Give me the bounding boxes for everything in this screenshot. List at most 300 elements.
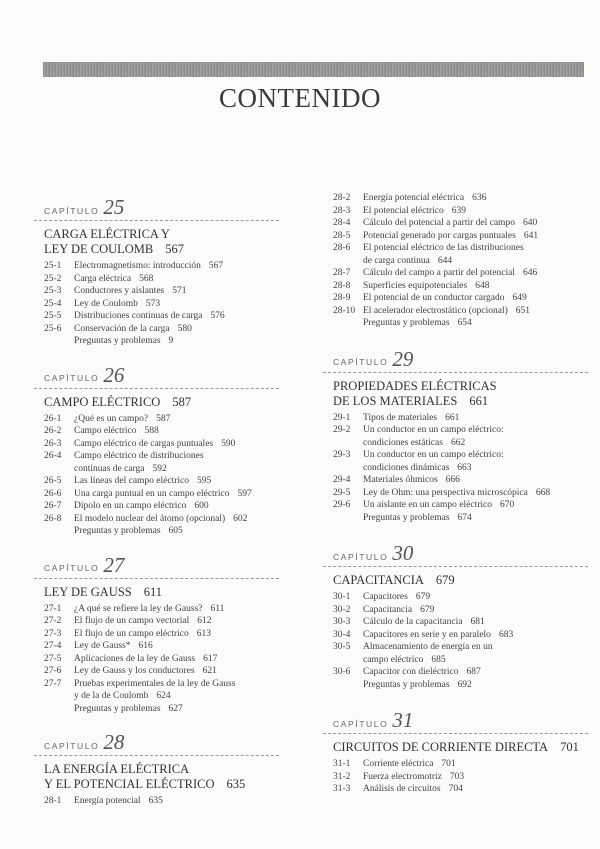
section-title (363, 758, 588, 771)
section-title-line: Ley de Gauss* 616 (74, 641, 153, 651)
section-title-line: Conductores y aislantes 571 (74, 286, 187, 296)
chapter-title (44, 585, 279, 600)
chapter-page: 635 (226, 777, 246, 791)
section-page: 679 (420, 604, 435, 615)
section-title (363, 305, 588, 318)
section-title-line: El potencial de un conductor cargado 649 (363, 293, 527, 303)
chapter-word: CAPÍTULO (333, 718, 389, 729)
section-page: 646 (522, 268, 538, 278)
chapter-heading (323, 705, 588, 731)
section-title (363, 424, 588, 449)
section-entry (34, 450, 279, 475)
chapter-section (34, 192, 279, 348)
section-title (74, 260, 279, 273)
section-page: 611 (210, 603, 225, 614)
section-title (74, 628, 279, 641)
section-title-line: Tipos de materiales 661 (363, 412, 460, 423)
section-page: 588 (144, 426, 159, 436)
chapter-number: 31 (392, 708, 414, 732)
section-title-line: Capacitor con dieléctrico 687 (363, 667, 481, 677)
chapter-title-line: Y EL POTENCIAL ELÉCTRICO 635 (44, 777, 246, 791)
section-title-line: ¿Qué es un campo? 587 (74, 413, 171, 424)
section-page: 662 (450, 437, 466, 448)
section-page: 567 (208, 261, 224, 271)
section-title-line: Preguntas y problemas 627 (74, 703, 183, 714)
section-number: 31-1 (333, 759, 351, 769)
section-title-line: El potencial eléctrico de las distribuciones (363, 243, 524, 253)
section-number: 27-5 (44, 653, 62, 664)
section-number: 28-2 (333, 193, 351, 203)
chapter-title (44, 762, 279, 792)
section-page: 703 (449, 771, 465, 782)
section-page: 641 (523, 230, 539, 241)
section-title (363, 217, 588, 230)
section-title-line: Ley de Ohm: una perspectiva microscópica 668 (363, 487, 551, 498)
chapter-title-line: LEY DE COULOMB 567 (44, 242, 185, 256)
section-page: 674 (457, 512, 472, 523)
section-page: 576 (210, 311, 225, 321)
section-number: 28-7 (333, 268, 351, 278)
section-entry (323, 205, 588, 218)
section-number: 28-1 (44, 796, 62, 806)
section-page: 636 (472, 193, 487, 203)
section-list (34, 260, 279, 348)
section-title (363, 771, 588, 784)
section-page: 648 (475, 280, 490, 291)
section-entry (323, 616, 588, 629)
section-entry (323, 604, 588, 617)
section-list (323, 591, 588, 691)
section-title-line: El acelerador electrostático (opcional) 651 (363, 305, 531, 316)
section-page: 573 (145, 298, 161, 309)
section-entry (34, 285, 279, 298)
section-entry (34, 335, 279, 348)
chapter-word: CAPÍTULO (44, 740, 100, 751)
section-page: 580 (177, 323, 192, 334)
section-entry (34, 298, 279, 311)
section-title (363, 192, 588, 205)
section-page: 617 (203, 653, 218, 664)
section-title (363, 629, 588, 642)
section-number (44, 525, 74, 538)
section-title (74, 425, 279, 438)
section-title-line: condiciones estáticas 662 (363, 437, 466, 448)
chapter-divider (34, 755, 279, 756)
section-title-line: condiciones dinámicas 663 (363, 462, 472, 473)
chapter-section (323, 192, 588, 330)
chapter-page: 567 (165, 242, 185, 256)
section-page: 661 (445, 412, 460, 423)
section-page: 597 (237, 488, 252, 499)
section-page: 621 (202, 666, 217, 676)
chapter-heading (34, 192, 279, 218)
section-title (74, 665, 279, 678)
section-number: 30-4 (333, 629, 351, 640)
section-number: 25-2 (44, 273, 62, 284)
chapter-divider (323, 566, 588, 567)
chapter-title (333, 379, 588, 409)
chapter-heading (34, 360, 279, 386)
section-title (74, 413, 279, 426)
section-number: 29-2 (333, 425, 351, 435)
section-title-line: Energía potencial 635 (74, 796, 163, 806)
section-page: 612 (197, 616, 212, 626)
chapter-word: CAPÍTULO (44, 373, 100, 383)
section-title-line: Preguntas y problemas 674 (363, 512, 472, 523)
page-title: CONTENIDO (219, 83, 381, 113)
section-number (44, 703, 74, 716)
section-title-line: continuas de carga 592 (74, 463, 167, 474)
section-page: 587 (156, 413, 171, 424)
section-title-line: Energía potencial eléctrica 636 (363, 193, 487, 203)
section-number (333, 317, 363, 330)
section-title (363, 412, 588, 425)
section-title (363, 230, 588, 243)
chapter-title-line: LEY DE GAUSS 611 (44, 584, 163, 599)
section-title (363, 591, 588, 604)
section-number: 30-3 (333, 617, 351, 627)
section-title (363, 205, 588, 218)
section-number (333, 512, 363, 525)
section-entry (323, 499, 588, 512)
chapter-section (34, 360, 279, 538)
section-number: 30-1 (333, 592, 351, 602)
section-title-line: El modelo nuclear del átomo (opcional) 602 (74, 513, 248, 524)
section-page: 654 (457, 318, 472, 328)
section-number: 26-6 (44, 488, 62, 499)
section-title-line: Capacitancia 679 (363, 604, 435, 615)
section-number: 30-2 (333, 604, 351, 615)
section-title-line: Un aislante en un campo eléctrico 670 (363, 500, 515, 510)
section-title (363, 616, 588, 629)
section-title (74, 438, 279, 451)
section-number: 30-5 (333, 642, 351, 652)
chapter-page: 679 (435, 573, 455, 587)
section-title (74, 795, 279, 808)
chapter-number: 27 (103, 552, 125, 577)
section-title (363, 512, 588, 525)
section-title (74, 678, 279, 703)
section-entry (34, 653, 279, 666)
section-title (363, 666, 588, 679)
section-title-line: Cálculo del potencial a partir del campo 640 (363, 218, 538, 228)
section-entry (34, 603, 279, 616)
section-page: 639 (451, 205, 466, 216)
section-title (363, 641, 588, 666)
section-entry (323, 292, 588, 305)
section-page: 627 (168, 703, 183, 714)
section-page: 683 (498, 629, 514, 640)
section-title (363, 474, 588, 487)
section-number: 25-5 (44, 311, 62, 321)
chapter-number: 26 (103, 362, 125, 387)
section-entry (323, 424, 588, 449)
section-number: 28-10 (333, 305, 356, 316)
section-title-line: Materiales óhmicos 666 (363, 475, 460, 485)
section-page: 701 (441, 759, 456, 769)
section-entry (323, 412, 588, 425)
section-number: 29-6 (333, 500, 351, 510)
section-number: 29-3 (333, 450, 351, 460)
section-entry (34, 525, 279, 538)
section-title (363, 499, 588, 512)
section-entry (323, 679, 588, 692)
section-list (323, 192, 588, 330)
section-title (74, 475, 279, 488)
chapter-word: CAPÍTULO (333, 551, 389, 562)
section-entry (323, 242, 588, 267)
section-page: 616 (138, 641, 153, 651)
section-page: 592 (152, 463, 167, 474)
section-title-line: Ley de Gauss y los conductores 621 (74, 666, 217, 676)
section-entry (323, 230, 588, 243)
chapter-word: CAPÍTULO (44, 205, 100, 216)
section-page: 644 (437, 255, 453, 266)
section-title-line: Capacitores 679 (363, 592, 431, 602)
toc-right-column (323, 192, 588, 796)
section-entry (323, 317, 588, 330)
section-title (363, 783, 588, 796)
section-number: 31-2 (333, 771, 351, 782)
section-number: 29-4 (333, 475, 351, 485)
section-title (363, 267, 588, 280)
chapter-heading (323, 344, 588, 370)
section-title-line: Las líneas del campo eléctrico 595 (74, 476, 212, 486)
section-title-line: Campo eléctrico de distribuciones (74, 451, 204, 461)
section-title (74, 603, 279, 616)
section-entry (34, 323, 279, 336)
chapter-word: CAPÍTULO (333, 357, 389, 367)
section-page: 692 (457, 679, 472, 690)
section-number: 26-7 (44, 501, 62, 511)
section-page: 595 (197, 476, 212, 486)
section-title-line: Conservación de la carga 580 (74, 323, 192, 334)
section-list (34, 603, 279, 716)
section-entry (323, 666, 588, 679)
section-entry (323, 474, 588, 487)
section-entry (34, 310, 279, 323)
section-number: 26-5 (44, 476, 62, 486)
section-title-line: Campo eléctrico de cargas puntuales 590 (74, 438, 236, 449)
section-title (74, 615, 279, 628)
section-title (74, 298, 279, 311)
section-page: 605 (168, 526, 183, 536)
section-entry (34, 628, 279, 641)
section-entry (34, 795, 279, 808)
section-title (74, 450, 279, 475)
section-entry (34, 425, 279, 438)
section-page: 640 (522, 218, 538, 228)
section-entry (34, 665, 279, 678)
section-title (74, 703, 279, 716)
section-page: 670 (500, 500, 515, 510)
section-page: 600 (194, 501, 209, 511)
section-entry (323, 629, 588, 642)
chapter-page: 611 (143, 584, 163, 599)
section-number (333, 679, 363, 692)
section-title-line: Preguntas y problemas 605 (74, 526, 183, 536)
chapter-divider (323, 372, 588, 373)
section-title-line: El potencial eléctrico 639 (363, 205, 466, 216)
chapter-title-line: CARGA ELÉCTRICA Y (44, 227, 170, 241)
section-title (74, 488, 279, 501)
section-title-line: Carga eléctrica 568 (74, 273, 154, 284)
section-page: 666 (445, 475, 460, 485)
chapter-title-line: PROPIEDADES ELÉCTRICAS (333, 378, 497, 393)
chapter-heading (34, 550, 279, 576)
section-title-line: Almacenamiento de energía en un (363, 642, 493, 652)
section-number: 25-6 (44, 323, 62, 334)
chapter-divider (323, 733, 588, 734)
section-title-line: El flujo de un campo vectorial 612 (74, 616, 212, 626)
chapter-section (323, 705, 588, 796)
section-list (323, 412, 588, 525)
section-entry (323, 512, 588, 525)
section-title-line: Campo eléctrico 588 (74, 426, 159, 436)
section-page: 704 (448, 784, 463, 794)
section-number: 28-3 (333, 205, 351, 216)
section-title-line: Fuerza electromotriz 703 (363, 771, 465, 782)
section-title (363, 292, 588, 305)
section-title-line: Capacitores en serie y en paralelo 683 (363, 629, 514, 640)
section-title (74, 310, 279, 323)
section-title-line: Una carga puntual en un campo eléctrico 597 (74, 488, 252, 499)
section-entry (323, 192, 588, 205)
section-entry (323, 280, 588, 293)
section-page: 590 (221, 438, 236, 449)
section-number: 28-9 (333, 293, 351, 303)
chapter-word: CAPÍTULO (44, 563, 100, 573)
section-title (363, 604, 588, 617)
section-page: 568 (139, 273, 154, 284)
section-page: 687 (466, 667, 481, 677)
section-page: 681 (470, 617, 485, 627)
section-title-line: Cálculo de la capacitancia 681 (363, 617, 485, 627)
section-title-line: Corriente eléctrica 701 (363, 759, 456, 769)
section-entry (34, 513, 279, 526)
section-entry (323, 591, 588, 604)
section-title-line: de carga continua 644 (363, 255, 453, 266)
section-page: 651 (515, 305, 531, 316)
section-page: 668 (535, 487, 551, 498)
section-title-line: Pruebas experimentales de la ley de Gauss (74, 678, 236, 689)
section-title-line: Un conductor en un campo eléctrico: (363, 450, 504, 460)
section-entry (34, 488, 279, 501)
section-title (363, 242, 588, 267)
section-entry (323, 783, 588, 796)
section-number: 25-1 (44, 261, 62, 271)
section-title (363, 487, 588, 500)
section-page: 635 (148, 796, 163, 806)
section-entry (34, 260, 279, 273)
section-number: 31-3 (333, 784, 351, 794)
chapter-number: 25 (103, 195, 125, 219)
section-title-line: Dipolo en un campo eléctrico 600 (74, 501, 209, 511)
chapter-title (333, 740, 588, 755)
section-number: 27-7 (44, 678, 62, 689)
chapter-section (34, 550, 279, 716)
chapter-number: 28 (103, 730, 125, 754)
chapter-title (44, 227, 279, 257)
section-entry (323, 217, 588, 230)
section-number: 30-6 (333, 667, 351, 677)
section-number: 27-6 (44, 666, 62, 676)
section-entry (34, 438, 279, 451)
section-entry (34, 500, 279, 513)
section-entry (34, 678, 279, 703)
chapter-title-line: CAMPO ELÉCTRICO 587 (44, 394, 192, 409)
section-title-line: y de la de Coulomb 624 (74, 691, 171, 701)
section-title (363, 280, 588, 293)
section-page: 602 (233, 513, 248, 524)
section-list (34, 795, 279, 808)
section-number: 28-6 (333, 243, 351, 253)
section-number: 29-1 (333, 412, 351, 423)
section-page: 649 (512, 293, 527, 303)
section-number: 26-1 (44, 413, 62, 424)
chapter-section (34, 727, 279, 808)
section-list (34, 413, 279, 538)
section-title (74, 653, 279, 666)
section-number: 27-4 (44, 641, 62, 651)
section-title (74, 323, 279, 336)
chapter-divider (34, 578, 279, 579)
chapter-section (323, 344, 588, 525)
section-entry (323, 771, 588, 784)
section-title-line: Preguntas y problemas 654 (363, 318, 472, 328)
section-page: 663 (457, 462, 472, 473)
section-number: 26-2 (44, 426, 62, 436)
chapter-title-line: CIRCUITOS DE CORRIENTE DIRECTA 701 (333, 740, 579, 754)
toc-left-column (34, 192, 279, 808)
section-page: 685 (431, 654, 446, 665)
chapter-divider (34, 220, 279, 221)
section-entry (323, 305, 588, 318)
section-entry (34, 475, 279, 488)
section-entry (323, 758, 588, 771)
section-number: 27-1 (44, 603, 62, 614)
section-title (74, 525, 279, 538)
chapter-title-line: LA ENERGÍA ELÉCTRICA (44, 762, 190, 776)
section-title (363, 679, 588, 692)
section-number: 26-3 (44, 438, 62, 449)
section-title (363, 449, 588, 474)
section-title (74, 513, 279, 526)
section-number: 28-4 (333, 218, 351, 228)
chapter-title (333, 573, 588, 588)
section-number (44, 335, 74, 348)
section-number: 25-3 (44, 286, 62, 296)
section-title-line: Cálculo del campo a partir del potencial 646 (363, 268, 538, 278)
section-number: 28-8 (333, 280, 351, 291)
chapter-number: 29 (392, 346, 414, 371)
section-page: 613 (196, 628, 211, 639)
section-entry (323, 487, 588, 500)
section-title-line: Potencial generado por cargas puntuales 641 (363, 230, 539, 241)
section-title (363, 317, 588, 330)
section-entry (323, 267, 588, 280)
chapter-heading (323, 538, 588, 564)
chapter-number: 30 (392, 541, 414, 565)
section-title-line: Superficies equipotenciales 648 (363, 280, 490, 291)
chapter-heading (34, 727, 279, 753)
section-title-line: Un conductor en un campo eléctrico: (363, 425, 504, 435)
section-title-line: ¿A qué se refiere la ley de Gauss? 611 (74, 603, 225, 614)
section-title-line: Electromagnetismo: introducción 567 (74, 261, 224, 271)
section-list (323, 758, 588, 796)
section-page: 9 (168, 336, 174, 346)
header-rule-bar (43, 62, 584, 77)
